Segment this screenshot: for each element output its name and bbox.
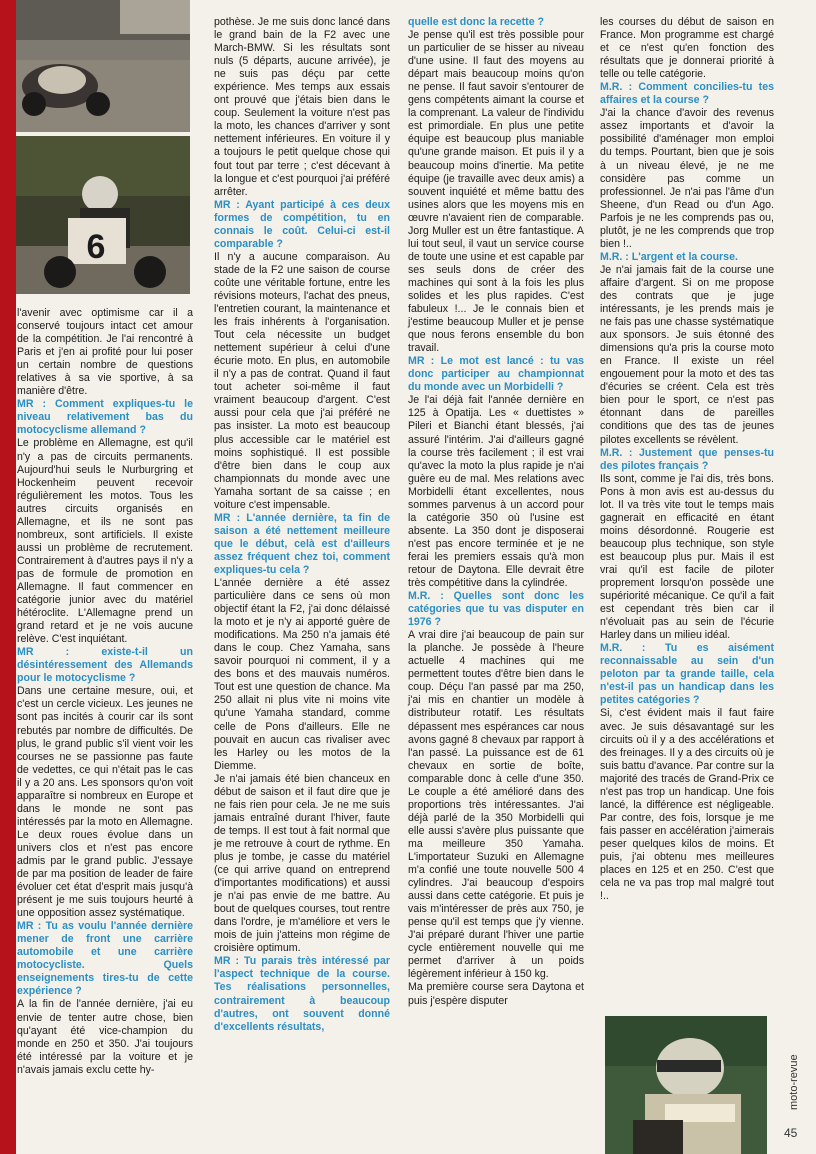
- answer-paragraph: Il n'y a aucune comparaison. Au stade de la F2 une saison de course coûte une véritable fortune, entre les révisions moteurs, l'achat des pneus, l'entretien courant, la maintenance et les frais inhérents à l'organisation. Tout cela nécessite un budget nettement supérieur à celui d'une écurie moto. En plus, en automobile il n'y a pas de contrat. Quand il faut tout acheter soi-même il faut vraiment beaucoup d'argent. C'est aussi pour cela que j'ai préféré ne pas insister. La moto est beaucoup plus accessible car le matériel est moins sophistiqué. Il est possible d'être bien dans le coup aux championnats du monde avec une Yamaha sortant de sa caisse ; en voiture c'est impensable.: [214, 250, 390, 511]
- article-column-3: [408, 16, 584, 1008]
- answer-paragraph: A vrai dire j'ai beaucoup de pain sur la planche. Je possède à l'heure actuelle 4 machines qui me permettent toutes d'être bien dans le coup. Déçu l'an passé par ma 250, j'ai mis en chantier un modèle à distributeur rotatif. Les résultats dépassent mes espérances car nous avons gagné 8 chevaux par rapport à l'an passé. La puissance est de 61 chevaux en sortie de boîte, comparable donc à celle d'une 350. Le couple a été amélioré dans des proportions très intéressantes. J'ai déjà parlé de la 350 Morbidelli qui elle aussi s'avère plus puissante que ma meilleure 350 Yamaha. L'importateur Suzuki en Allemagne m'a confié une toute nouvelle 500 4 cylindres. J'ai beaucoup d'espoirs aussi dans cette catégorie. Et puis je vais m'intéresser de près aux 750, je pense qu'il est temps que j'y vienne. J'ai préparé durant l'hiver une partie cycle entièrement nouvelle qui me permet d'arriver à un poids légèrement inférieur à 150 kg.: [408, 629, 584, 981]
- interview-question: MR : Ayant participé à ces deux formes de compétition, tu en connais le coût. Celui-ci est-il comparable ?: [214, 198, 390, 250]
- answer-paragraph: Je n'ai jamais été bien chanceux en début de saison et il faut dire que je ne fais rien pour cela. Je ne me suis jamais entraîné durant l'hiver, faute de temps. Il est tout à fait normal que je me retrouve à court de rythme. En plus je tombe, je casse du matériel (ce qui arrive quand on entreprend d'importantes modifications) et aussi je n'ai pas envie de me battre. Au bout de quelques courses, tout rentre dans l'ordre, je m'améliore et vers le mois de juin j'atteins mon régime de croisière optimum.: [214, 772, 390, 955]
- svg-text:6: 6: [86, 228, 106, 266]
- answer-paragraph: Le problème en Allemagne, est qu'il n'y a pas de circuits permanents. Aujourd'hui seuls le Nurburgring et Hockenheim peuvent recevoir régulièrement les motos. Tous les autres circuits organisés en Allemagne, et ils ne sont pas nombreux, sont artificiels. Il existe aussi un problème de recrutement. Contrairement à d'autres pays il n'y a pas de formule de promotion en Allemagne. Il faut commencer en catégorie junior avec du matériel hétéroclite. L'Allemagne prend un grand retard et je ne vois aucune relève. C'est inquiétant.: [17, 437, 193, 646]
- article-column-4: [600, 16, 774, 903]
- answer-paragraph: Si, c'est évident mais il faut faire avec. Je suis désavantagé sur les circuits où il y a des accélérations et des freinages. Il y a des circuits où je suis battu d'avance. Par contre sur la majorité des tracés de Grand-Prix ce n'est pas trop un handicap. Une fois lancé, la différence est négligeable. Par contre, des fois, lorsque je me fais passer en accélération j'aimerais peser quelques kilos de moins. Et puis, j'ai obtenu mes meilleures places en 125 et en 250. C'est que cela ne va pas trop mal malgré tout !..: [600, 707, 774, 903]
- photo-rider-helmet: [605, 1016, 767, 1154]
- interview-question: MR : Comment expliques-tu le niveau relativement bas du motocyclisme allemand ?: [17, 398, 193, 437]
- interview-question: MR : Tu parais très intéressé par l'aspect technique de la course. Tes réalisations personnelles, contrairement à beaucoup d'autres, ont souvent donné d'excellents résultats,: [214, 955, 390, 1033]
- interview-question: M.R. : Justement que penses-tu des pilotes français ?: [600, 446, 774, 472]
- answer-paragraph: Je n'ai jamais fait de la course une affaire d'argent. Si on me propose des contrats que je juge intéressants, je les prends mais je ne fais pas une chasse systématique aux sponsors. Je suis étonné des dimensions qu'a pris la course moto en France. Il existe un réel engouement pour la moto et des tas d'écuries se créent. Cela est très bien pour le sport, ce n'est pas étonnant dans de pareilles conditions que des tas de jeunes pilotes excellents se révèlent.: [600, 263, 774, 446]
- answer-paragraph: J'ai la chance d'avoir des revenus assez importants et d'avoir la possibilité d'aménager mon emploi du temps. Pourtant, bien que je sois à un niveau élevé, je ne me considère pas comme un professionnel. Je n'ai pas l'âme d'un Sheene, d'un Read ou d'un Ago. Parfois je ne les comprends pas ou, plutôt, je ne les comprends que trop bien !..: [600, 107, 774, 250]
- interview-question: MR : Tu as voulu l'année dernière mener de front une carrière automobile et une carrière motocycliste. Quels enseignements tires-tu de cette expérience ?: [17, 920, 193, 998]
- interview-question: M.R. : L'argent et la course.: [600, 250, 738, 263]
- answer-paragraph: Dans une certaine mesure, oui, et c'est un cercle vicieux. Les jeunes ne sont pas incités à courir car ils sont rebutés par nombre de difficultés. De plus, le grand public s'il vient voir les courses ne se passionne pas faute de vedettes, ce qui n'était pas le cas il y a 20 ans. Les sponsors qu'on voit apparaître si nombreux en Europe et dans le monde ne sont pas intéressés par la moto en Allemagne. Le deux roues évolue dans un univers clos et n'est pas encore admis par le grand public. J'essaye de par ma position de leader de faire évoluer cet état d'esprit mais jusqu'à présent je me suis toujours heurté à une opposition assez systématique.: [17, 685, 193, 920]
- answer-paragraph: Ils sont, comme je l'ai dis, très bons. Pons à mon avis est au-dessus du lot. Il va très vite tout le temps mais gagnerait en efficacité en étant moins désordonné. Rougerie est beaucoup plus technique, son style est beaucoup plus pur. Mais il est vrai qu'il est facile de piloter proprement lorsqu'on possède une supériorité mécanique. Ce qu'il a fait est cependant très bien car il n'évoluait pas au sein de l'écurie Harley dans un milieu idéal.: [600, 472, 774, 642]
- article-column-1: [17, 307, 193, 1077]
- answer-paragraph: pothèse. Je me suis donc lancé dans le grand bain de la F2 avec une March-BMW. Si les résultats sont nuls (5 départs, aucune arrivée), je ne suis pas déçu par cette expérience. Mes temps aux essais ont prouvé que j'étais bien dans le coup. Seulement la voiture n'est pas la moto, les chances d'arriver y sont nettement inférieures. En voiture il y a toujours le petit quelque chose qui fout tout par terre ; c'est décevant à la longue et c'est pourquoi j'ai préféré arrêter.: [214, 16, 390, 198]
- interview-question: M.R. : Tu es aisément reconnaissable au sein d'un peloton par ta grande taille, cela n'est-il pas un handicap dans les petites catégories ?: [600, 642, 774, 707]
- page-number: 45: [784, 1126, 798, 1140]
- interview-question: MR : Le mot est lancé : tu vas donc participer au championnat du monde avec un Morbidelli ?: [408, 355, 584, 394]
- answer-paragraph: les courses du début de saison en France. Mon programme est chargé et ce n'est qu'en fonction des résultats que je donnerai priorité à telle ou telle catégorie.: [600, 16, 774, 81]
- interview-question: quelle est donc la recette ?: [408, 16, 544, 28]
- answer-paragraph: A la fin de l'année dernière, j'ai eu envie de tenter autre chose, bien qu'ayant été vice-champion du monde en 250 et 350. J'ai toujours été intéressé par la voiture et je n'avais jamais exclu cette hy-: [17, 998, 193, 1076]
- photo-rider-cornering: [0, 0, 190, 132]
- interview-question: M.R. : Quelles sont donc les catégories que tu vas disputer en 1976 ?: [408, 590, 584, 629]
- interview-question: MR : existe-t-il un désintéressement des Allemands pour le motocyclisme ?: [17, 646, 193, 685]
- magazine-name: moto-revue: [788, 1054, 800, 1110]
- answer-paragraph: Je l'ai déjà fait l'année dernière en 125 à Opatija. Les « duettistes » Pileri et Bianchi étant blessés, j'ai assuré l'intérim. J'ai d'ailleurs gagné la course très facilement ; il est vrai qu'avec la moto la plus rapide je n'ai guère eu de mal. Mes relations avec Morbidelli étant excellentes, nous sommes parvenus à un accord pour la catégorie 350 où l'usine est absente. La 350 dont je disposerai n'est pas encore terminée et je ne ferai les premiers essais qu'à mon retour de Daytona. Elle devrait être très compétitive dans la cylindrée.: [408, 394, 584, 590]
- answer-paragraph: L'année dernière a été assez particulière dans ce sens où mon objectif étant la F2, j'ai donc délaissé la moto et je n'y ai apporté guère de modifications. Ma 250 n'a jamais été dans le coup. Chez Yamaha, sans savoir pourquoi ni comment, il y a des bons et des mauvais numéros. Tout est une question de chance. Ma 250 allait ni plus vite ni moins vite qu'une Yamaha standard, comme celle de Pons d'ailleurs. Elle ne pouvait en aucun cas rivaliser avec les Harley ou les motos de la Diemme.: [214, 577, 390, 772]
- answer-paragraph: Je pense qu'il est très possible pour un particulier de se hisser au niveau d'une usine. Il faut des moyens au départ mais beaucoup moins qu'on ne pense. Il faut savoir s'entourer de gens compétents aimant la course et la comprenant. La valeur de l'individu est primordiale. En plus une petite équipe est beaucoup plus maniable qu'une grande maison. Et puis il y a beaucoup moins d'inertie. Ma petite équipe (je travaille avec deux amis) a souvent inquiété et même battu des usines alors que les moyens mis en œuvre n'avaient rien de comparable. Jorg Muller est un être fantastique. A lui tout seul, il vaut un service course de toute une usine et est capable par ses seuls dons de créer des machines qui sont à la fois les plus solides et les plus rapides. C'est fabuleux !... Je le connais bien et j'estime beaucoup Muller et je pense que nous ferons ensemble du bon travail.: [408, 29, 584, 355]
- interview-question: M.R. : Comment concilies-tu tes affaires et la course ?: [600, 81, 774, 107]
- answer-paragraph: Ma première course sera Daytona et puis j'espère disputer: [408, 981, 584, 1007]
- answer-paragraph: l'avenir avec optimisme car il a conservé toujours intact cet amour de la compétition. Je l'ai rencontré à Paris et j'en ai profité pour lui poser un certain nombre de questions relatives à sa vie sportive, à sa manière d'être.: [17, 307, 193, 398]
- photo-rider-number-6: [0, 136, 190, 294]
- interview-question: MR : L'année dernière, ta fin de saison a été nettement meilleure que le début, celà est d'ailleurs assez fréquent chez toi, comment expliques-tu cela ?: [214, 511, 390, 576]
- article-column-2: [214, 16, 390, 1034]
